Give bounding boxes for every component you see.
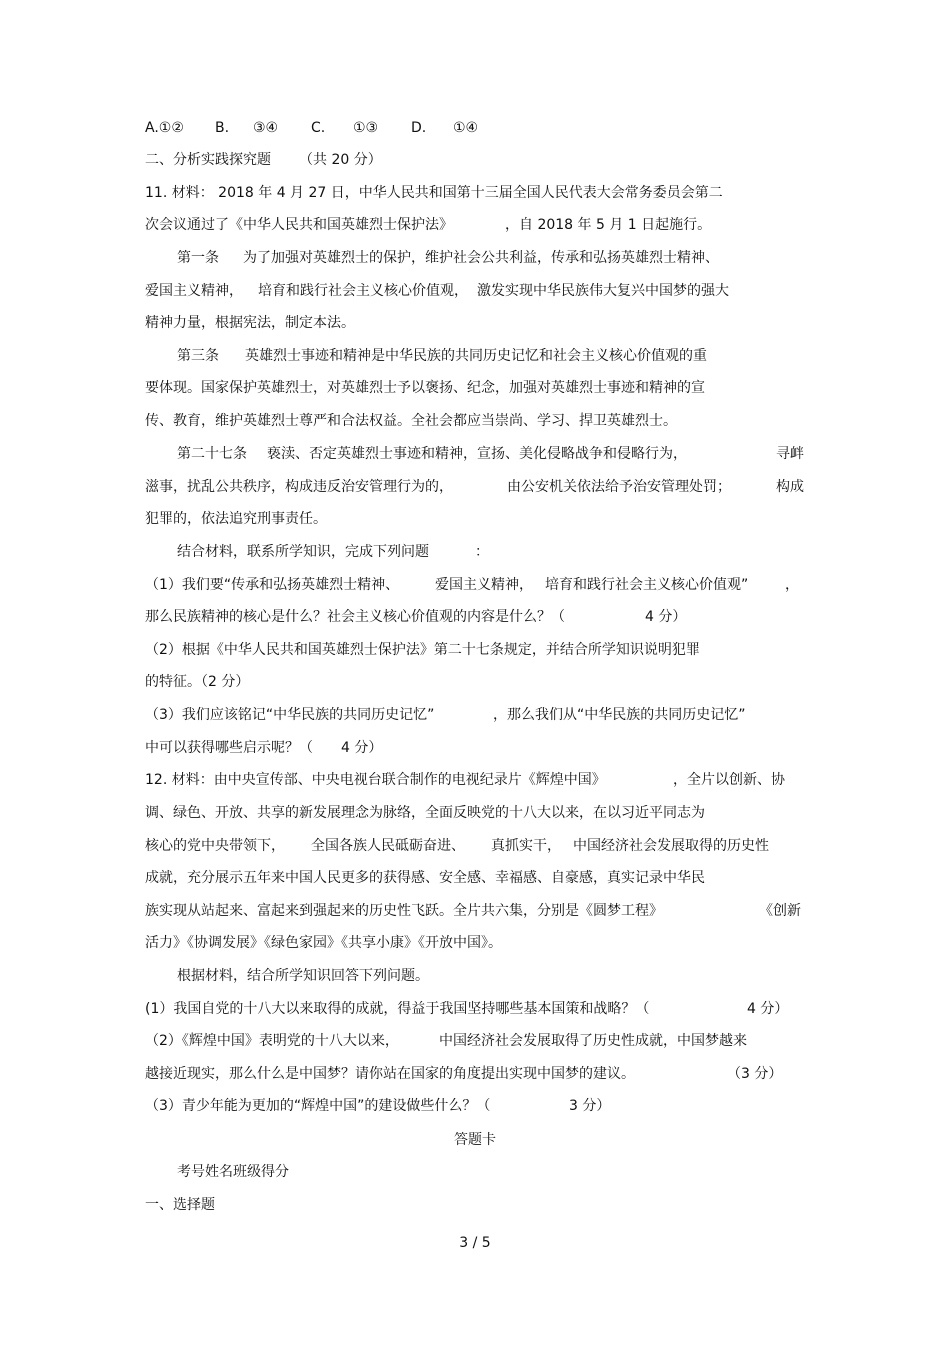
points: 4 分） [645,609,687,625]
section-score: （共 20 分） [299,152,382,168]
points: 4 分） [341,740,383,756]
points: 4 分） [747,1001,789,1017]
option-c-label: C. [311,120,326,136]
document-page: A.①② B. ③④ C. ①③ D. ①④ 二、分析实践探究题 （共 20 分） 11. 材料： 2018 年 4 月 27 日，中华人民共和国第十三届全国人民代表大会常务委员会第二 次会议通过了《中华人民共和国英雄烈士保护法》 ，自 2018 年 5 月 1 日起施行。 第一条 为了加强对英雄烈士的保护，维护社会公共利益，传承和弘扬英雄烈士精神、 爱国主义精神， 培育和践行社会主义核心价值观， 激发实现中华民族伟大复兴中国梦的强大 精神力量，根据宪法，制定本法。 第三条 英雄烈士事迹和精神是中华民族的共同历史记忆和社会主义核心价值观的重 要体现。国家保护英雄烈士，对英雄烈士予以褒扬、纪念，加强对英雄烈士事迹和精神的宣 传、教育，维护英雄烈士尊严和合法权益。全社会都应当崇尚、学习、捍卫英雄烈士。 第二十七条 亵渎、否定英雄烈士事迹和精神，宣扬、美化侵略战争和侵略行为， 寻衅 滋事，扰乱公共秩序，构成违反治安管理行为的， 由公安机关依法给予治安管理处罚； 构成 犯罪的，依法追究刑事责任。 结合材料，联系所学知识，完成下列问题 ： （1）我们要“传承和弘扬英雄烈士精神、 爱国主义精神， 培育和践行社会主义核心价值观” ， 那么民族精神的核心是什么？社会主义核心价值观的内容是什么？（ 4 分） （2）根据《中华人民共和国英雄烈士保护法》第二十七条规定，并结合所学知识说明犯罪 的特征。（2 分） （3）我们应该铭记“中华民族的共同历史记忆” ，那么我们从“中华民族的共同历史记忆” 中可以获得哪些启示呢？（ 4 分） 12. 材料：由中央宣传部、中央电视台联合制作的电视纪录片《辉煌中国》 ，全片以创新、协 调、绿色、开放、共享的新发展理念为脉络，全面反映党的十八大以来，在以习近平同志为 核心的党中央带领下， 全国各族人民砥砺奋进、 真抓实干， 中国经济社会发展取得的历史性 成就，充分展示五年来中国人民更多的获得感、安全感、幸福感、自豪感，真实记录中华民 族实现从站起来、富起来到强起来的历史性飞跃。全片共六集，分别是《圆梦工程》 《创新 活力》《协调发展》《绿色家园》《共享小康》《开放中国》。 根据材料，结合所学知识回答下列问题。 (1）我国自党的十八大以来取得的成就，得益于我国坚持哪些基本国策和战略？（ 4 分） （2）《辉煌中国》表明党的十八大以来， 中国经济社会发展取得了历史性成就，中国梦越来 越接近现实，那么什么是中国梦？请你站在国家的角度提出实现中国梦的建议。 （3 分） （3）青少年能为更加的“辉煌中国”的建设做些什么？（ 3 分） 答题卡 考号姓名班级得分 一、选择题 3 / 5 [0,0,950,1345]
q12-task: 根据材料，结合所学知识回答下列问题。 [177,968,429,984]
q12-line-6: 活力》《协调发展》《绿色家园》《共享小康》《开放中国》。 [145,935,502,951]
option-d-label: D. [411,120,427,136]
option-d-value: ①④ [453,120,479,136]
q11-part-2-line-2: 的特征。（2 分） [145,674,250,690]
answer-card-section-1: 一、选择题 [145,1197,215,1213]
article-label: 第一条 [177,250,219,266]
page-number: 3 / 5 [459,1235,491,1251]
q11-article-3-line-2: 要体现。国家保护英雄烈士，对英雄烈士予以褒扬、纪念，加强对英雄烈士事迹和精神的宣 [145,380,705,396]
q12-line-4: 成就，充分展示五年来中国人民更多的获得感、安全感、幸福感、自豪感，真实记录中华民 [145,870,705,886]
q11-part-2-line-1: （2）根据《中华人民共和国英雄烈士保护法》第二十七条规定，并结合所学知识说明犯罪 [145,642,700,658]
option-a: A.①② [145,120,184,136]
article-label: 第二十七条 [177,446,247,462]
q11-article-3-line-3: 传、教育，维护英雄烈士尊严和合法权益。全社会都应当崇尚、学习、捍卫英雄烈士。 [145,413,677,429]
option-b-value: ③④ [253,120,279,136]
answer-card-title: 答题卡 [454,1132,496,1148]
q11-intro-line-1: 11. 材料： 2018 年 4 月 27 日，中华人民共和国第十三届全国人民代表大会常务委员会第二 [145,185,723,201]
article-label: 第三条 [177,348,219,364]
q12-line-2: 调、绿色、开放、共享的新发展理念为脉络，全面反映党的十八大以来，在以习近平同志为 [145,805,705,821]
q11-article-1-line-3: 精神力量，根据宪法，制定本法。 [145,315,355,331]
points: （3 分） [727,1066,783,1082]
option-b-label: B. [215,120,230,136]
option-c-value: ①③ [353,120,379,136]
q11-article-27-line-3: 犯罪的，依法追究刑事责任。 [145,511,327,527]
points: 3 分） [569,1098,611,1114]
section-title: 二、分析实践探究题 [145,152,271,168]
answer-card-info: 考号姓名班级得分 [177,1164,289,1180]
